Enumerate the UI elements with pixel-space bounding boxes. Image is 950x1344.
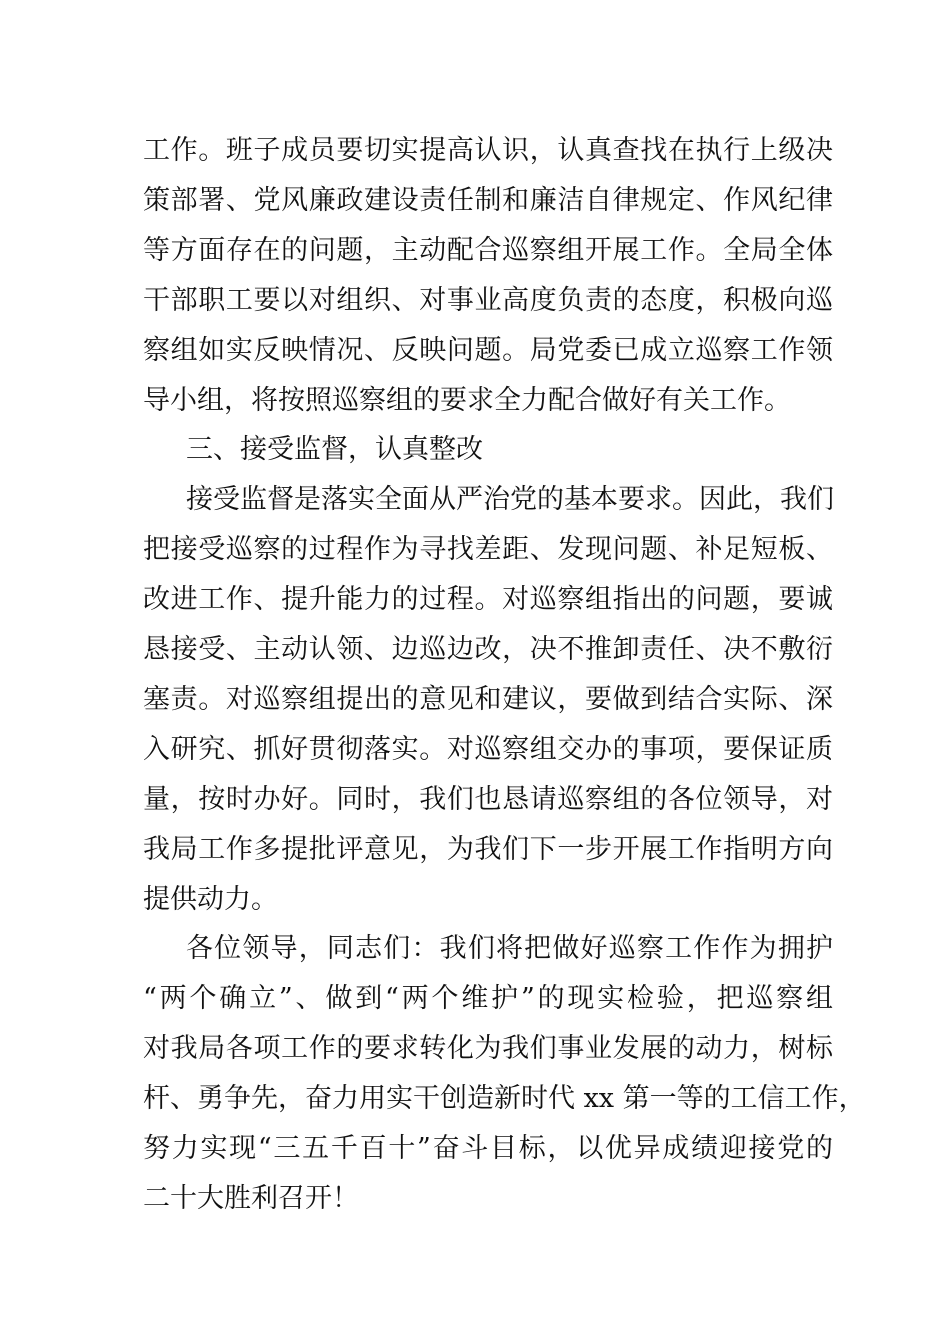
paragraph-line: 等方面存在的问题，主动配合巡察组开展工作。全局全体 bbox=[143, 235, 833, 266]
paragraph-line: 各位领导，同志们：我们将把做好巡察工作作为拥护 bbox=[186, 933, 833, 964]
paragraph-line: 接受监督是落实全面从严治党的基本要求。因此，我们 bbox=[186, 484, 834, 515]
paragraph-line: 恳接受、主动认领、边巡边改，决不推卸责任、决不敷衍 bbox=[143, 634, 833, 665]
paragraph-line: 量，按时办好。同时，我们也恳请巡察组的各位领导，对 bbox=[143, 784, 833, 815]
paragraph-line: 对我局各项工作的要求转化为我们事业发展的动力，树标 bbox=[143, 1033, 833, 1064]
paragraph-line: 工作。班子成员要切实提高认识，认真查找在执行上级决 bbox=[143, 135, 833, 166]
paragraph-line: 察组如实反映情况、反映问题。局党委已成立巡察工作领 bbox=[143, 335, 833, 366]
paragraph-line: 二十大胜利召开！ bbox=[143, 1183, 359, 1214]
paragraph-line: 努力实现“三五千百十”奋斗目标，以优异成绩迎接党的 bbox=[143, 1133, 833, 1164]
paragraph-line: 入研究、抓好贯彻落实。对巡察组交办的事项，要保证质 bbox=[143, 734, 833, 765]
paragraph-line: 把接受巡察的过程作为寻找差距、发现问题、补足短板、 bbox=[143, 534, 833, 565]
paragraph-line: 导小组，将按照巡察组的要求全力配合做好有关工作。 bbox=[143, 385, 791, 416]
paragraph-line: 提供动力。 bbox=[143, 884, 278, 915]
paragraph-line: 策部署、党风廉政建设责任制和廉洁自律规定、作风纪律 bbox=[143, 185, 833, 216]
section-heading: 三、接受监督，认真整改 bbox=[186, 434, 483, 465]
paragraph-line: “两个确立”、做到“两个维护”的现实检验，把巡察组 bbox=[143, 983, 833, 1014]
paragraph-line: 塞责。对巡察组提出的意见和建议，要做到结合实际、深 bbox=[143, 684, 833, 715]
paragraph-line: 改进工作、提升能力的过程。对巡察组指出的问题，要诚 bbox=[143, 584, 833, 615]
paragraph-line: 杆、勇争先，奋力用实干创造新时代 xx 第一等的工信工作， bbox=[143, 1083, 866, 1114]
paragraph-line: 干部职工要以对组织、对事业高度负责的态度，积极向巡 bbox=[143, 285, 833, 316]
paragraph-line: 我局工作多提批评意见，为我们下一步开展工作指明方向 bbox=[143, 834, 833, 865]
